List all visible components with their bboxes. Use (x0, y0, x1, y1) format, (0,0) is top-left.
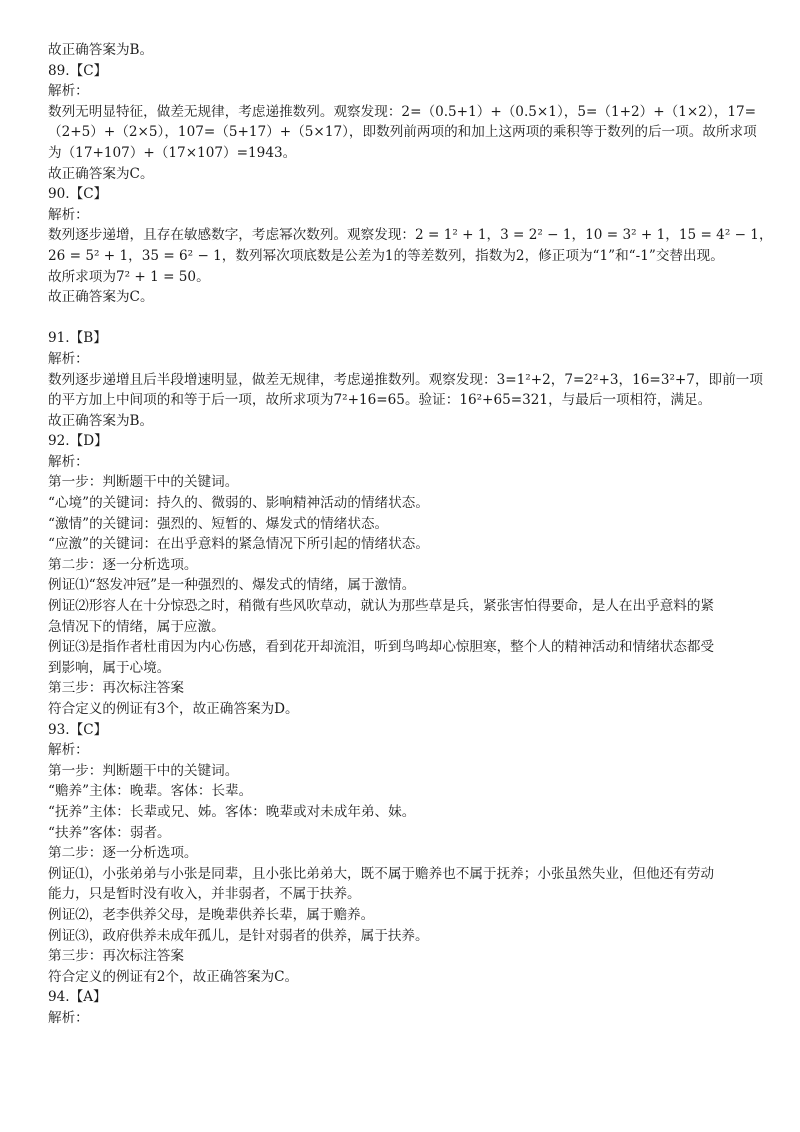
analysis-label: 解析： (48, 1009, 89, 1026)
text-line: 故正确答案为B。 (48, 42, 154, 58)
text-line: 例证⑶是指作者杜甫因为内心伤感，看到花开却流泪，听到鸟鸣却心惊胆寒，整个人的精神活动和情绪状态都受 (48, 639, 715, 656)
answer-line: 故正确答案为C。 (48, 165, 154, 182)
question-heading: 94.【A】 (48, 989, 107, 1006)
analysis-label: 解析： (48, 742, 89, 759)
analysis-label: 解析： (48, 453, 89, 470)
answer-line: 故正确答案为C。 (48, 289, 154, 306)
text-line: 到影响，属于心境。 (48, 659, 171, 676)
text-line: “应激”的关键词：在出乎意料的紧急情况下所引起的情绪状态。 (48, 536, 429, 553)
text-line: 例证⑵，老李供养父母，是晚辈供养长辈，属于赡养。 (48, 906, 375, 923)
question-heading: 90.【C】 (48, 186, 108, 203)
text-line: （2+5）+（2×5），107=（5+17）+（5×17），即数列前两项的和加上这两项的乘积等于数列的后一项。故所求项 (48, 124, 757, 141)
question-heading: 89.【C】 (48, 62, 108, 79)
analysis-label: 解析： (48, 206, 89, 223)
text-line: 例证⑴“怒发冲冠”是一种强烈的、爆发式的情绪，属于激情。 (48, 577, 416, 594)
text-line: 第二步：逐一分析选项。 (48, 556, 198, 573)
answer-line: 符合定义的例证有3个，故正确答案为D。 (48, 701, 299, 717)
text-line: 数列无明显特征，做差无规律，考虑递推数列。观察发现：2=（0.5+1）+（0.5×1），5=（1+2）+（1×2），17= (48, 103, 757, 120)
question-heading: 91.【B】 (48, 330, 107, 347)
text-line: “扶养”客体：弱者。 (48, 824, 171, 841)
text-line: 故所求项为7² + 1 = 50。 (48, 268, 210, 285)
text-line: 26 = 5² + 1，35 = 6² − 1，数列幂次项底数是公差为1的等差数列，指数为2，修正项为“1”和“-1”交替出现。 (48, 247, 724, 264)
answer-line: 故正确答案为B。 (48, 412, 154, 429)
text-line: 数列逐步递增且后半段增速明显，做差无规律，考虑递推数列。观察发现：3=1²+2，7=2²+3，16=3²+7，即前一项 (48, 371, 763, 388)
question-heading: 92.【D】 (48, 433, 108, 450)
answer-line: 符合定义的例证有2个，故正确答案为C。 (48, 968, 299, 985)
text-line: “激情”的关键词：强烈的、短暂的、爆发式的情绪状态。 (48, 515, 389, 532)
text-line: 能力，只是暂时没有收入，并非弱者，不属于扶养。 (48, 886, 361, 903)
blank-line (48, 308, 768, 329)
text-line: 例证⑵形容人在十分惊恐之时，稍微有些风吹草动，就认为那些草是兵，紧张害怕得要命，是人在出乎意料的紧 (48, 598, 715, 615)
text-line: 第二步：逐一分析选项。 (48, 845, 198, 862)
text-line: 第三步：再次标注答案 (48, 680, 184, 697)
text-line: 第一步：判断题干中的关键词。 (48, 762, 239, 779)
text-line: 急情况下的情绪，属于应激。 (48, 618, 225, 635)
analysis-label: 解析： (48, 350, 89, 367)
text-line: 第三步：再次标注答案 (48, 948, 184, 965)
question-heading: 93.【C】 (48, 721, 108, 738)
document-page (48, 40, 773, 1029)
text-line: 例证⑶，政府供养未成年孤儿，是针对弱者的供养，属于扶养。 (48, 927, 429, 944)
analysis-label: 解析： (48, 83, 89, 100)
text-line: “心境”的关键词：持久的、微弱的、影响精神活动的情绪状态。 (48, 495, 429, 512)
text-line: “赡养”主体：晚辈。客体：长辈。 (48, 783, 253, 800)
text-line: “抚养”主体：长辈或兄、姊。客体：晚辈或对未成年弟、妹。 (48, 803, 416, 820)
text-line: 例证⑴，小张弟弟与小张是同辈，且小张比弟弟大，既不属于赡养也不属于抚养；小张虽然失业，但他还有劳动 (48, 865, 715, 882)
text-line: 数列逐步递增，且存在敏感数字，考虑幂次数列。观察发现：2 = 1² + 1，3 = 2² − 1，10 = 3² + 1，15 = 4² − 1， (48, 227, 773, 244)
text-line: 为（17+107）+（17×107）=1943。 (48, 144, 297, 161)
text-line: 的平方加上中间项的和等于后一项，故所求项为7²+16=65。验证：16²+65=321，与最后一项相符，满足。 (48, 392, 712, 409)
text-line: 第一步：判断题干中的关键词。 (48, 474, 239, 491)
